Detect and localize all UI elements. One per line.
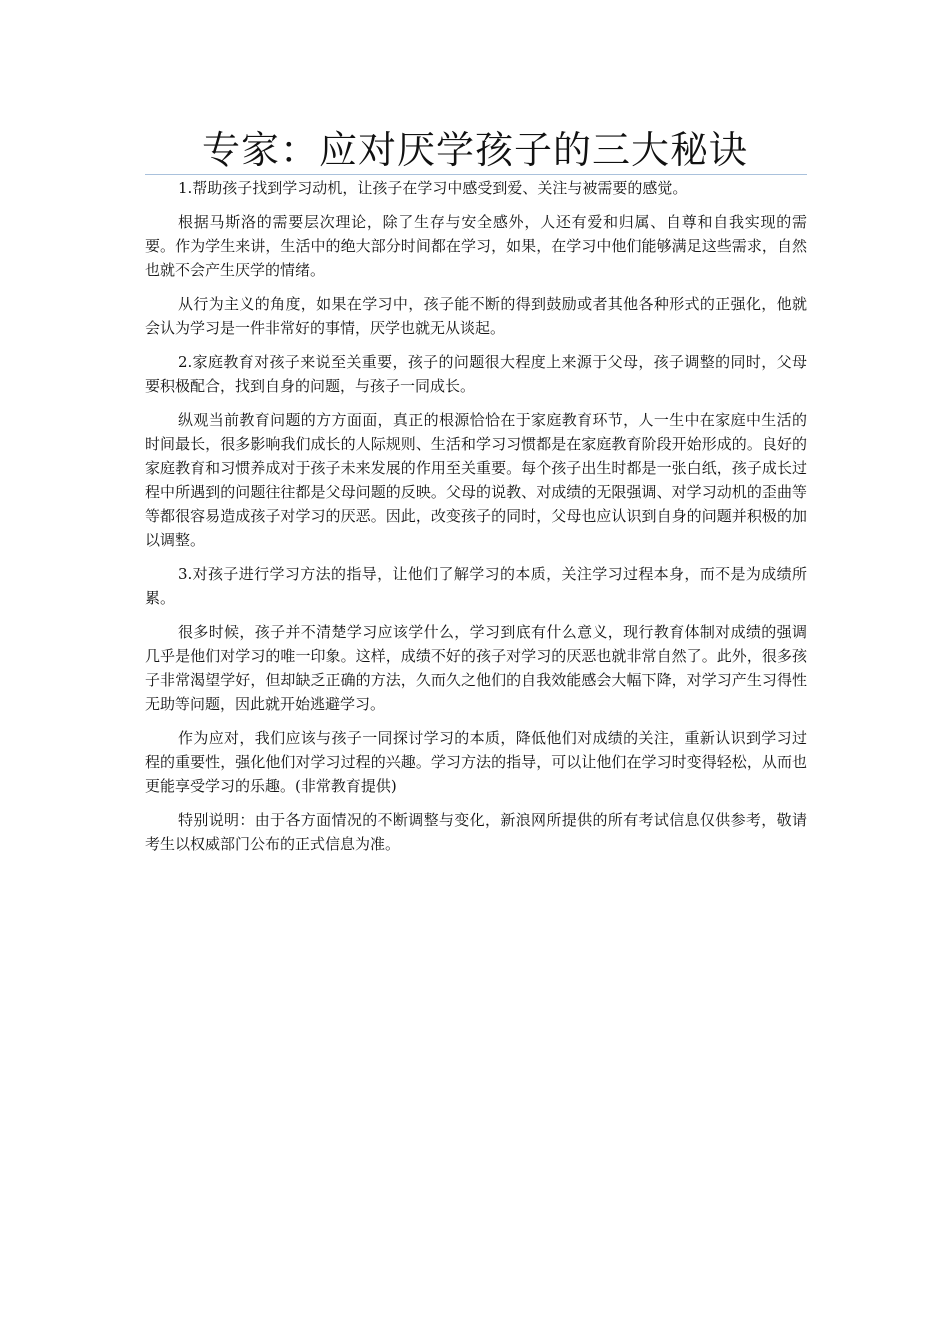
paragraph-4: 2.家庭教育对孩子来说至关重要，孩子的问题很大程度上来源于父母，孩子调整的同时，父母要积极配合，找到自身的问题，与孩子一同成长。: [145, 353, 807, 395]
paragraph-9: 特别说明：由于各方面情况的不断调整与变化，新浪网所提供的所有考试信息仅供参考，敬请考生以权威部门公布的正式信息为准。: [145, 811, 807, 853]
document-title: 专家：应对厌学孩子的三大秘诀: [201, 128, 748, 172]
paragraph-1: 1.帮助孩子找到学习动机，让孩子在学习中感受到爱、关注与被需要的感觉。: [178, 179, 688, 197]
paragraph-6: 3.对孩子进行学习方法的指导，让他们了解学习的本质，关注学习过程本身，而不是为成绩所累。: [145, 565, 807, 607]
paragraph-2: 根据马斯洛的需要层次理论，除了生存与安全感外，人还有爱和归属、自尊和自我实现的需要。作为学生来讲，生活中的绝大部分时间都在学习，如果，在学习中他们能够满足这些需求，自然也就不会产生厌学的情绪。: [145, 213, 807, 279]
paragraph-7: 很多时候，孩子并不清楚学习应该学什么，学习到底有什么意义，现行教育体制对成绩的强调几乎是他们对学习的唯一印象。这样，成绩不好的孩子对学习的厌恶也就非常自然了。此外，很多孩子非常渴望学好，但却缺乏正确的方法，久而久之他们的自我效能感会大幅下降，对学习产生习得性无助等问题，因此就开始逃避学习。: [145, 623, 807, 713]
paragraph-3: 从行为主义的角度，如果在学习中，孩子能不断的得到鼓励或者其他各种形式的正强化，他就会认为学习是一件非常好的事情，厌学也就无从谈起。: [145, 295, 807, 337]
paragraph-8: 作为应对，我们应该与孩子一同探讨学习的本质，降低他们对成绩的关注，重新认识到学习过程的重要性，强化他们对学习过程的兴趣。学习方法的指导，可以让他们在学习时变得轻松，从而也更能享受学习的乐趣。(非常教育提供): [145, 729, 807, 795]
paragraph-5: 纵观当前教育问题的方方面面，真正的根源恰恰在于家庭教育环节，人一生中在家庭中生活的时间最长，很多影响我们成长的人际规则、生活和学习习惯都是在家庭教育阶段开始形成的。良好的家庭教育和习惯养成对于孩子未来发展的作用至关重要。每个孩子出生时都是一张白纸，孩子成长过程中所遇到的问题往往都是父母问题的反映。父母的说教、对成绩的无限强调、对学习动机的歪曲等等都很容易造成孩子对学习的厌恶。因此，改变孩子的同时，父母也应认识到自身的问题并积极的加以调整。: [145, 411, 807, 549]
title-underline: [145, 174, 807, 175]
document-body: [145, 176, 807, 866]
